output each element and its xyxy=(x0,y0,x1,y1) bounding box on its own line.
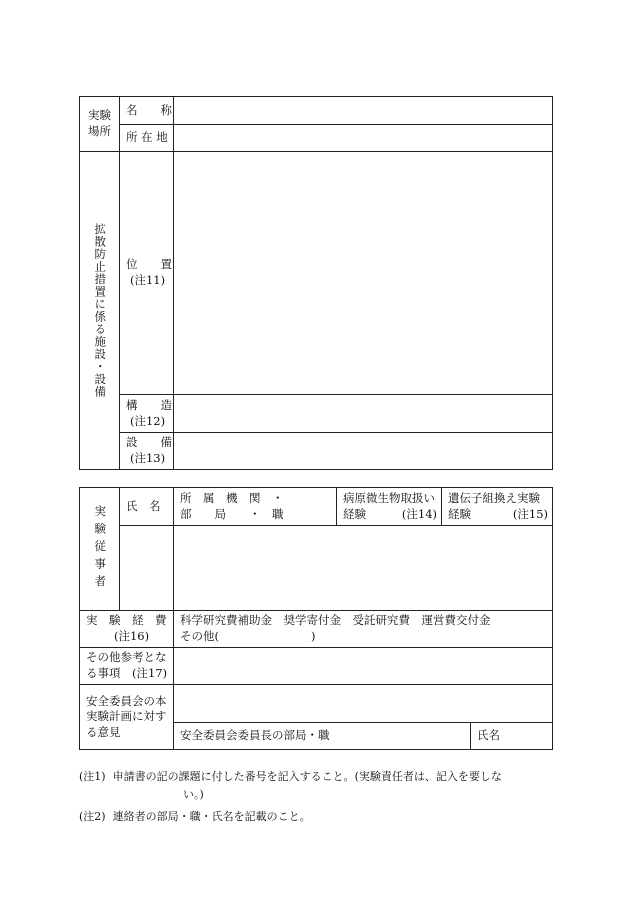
cost-label-cell xyxy=(80,611,174,648)
facility-label: 拡散防止措置に係る施設・設備 xyxy=(93,223,108,398)
chair-label: 安全委員会委員長の部局・職 xyxy=(180,728,330,743)
location-label-cell xyxy=(120,125,174,152)
recomb-note: (注15) xyxy=(512,506,548,521)
opinion-label-cell xyxy=(80,685,174,750)
equipment-label-cell xyxy=(120,433,174,470)
site-label: 実験 場所 xyxy=(88,108,111,138)
chair-name-label: 氏名 xyxy=(477,728,500,743)
staff-name-label-cell xyxy=(120,488,174,526)
ref-label-cell xyxy=(80,648,174,685)
equipment-label: 設 備 xyxy=(126,435,172,450)
recomb-label-cell xyxy=(442,488,553,526)
staff-label: 実験従事者 xyxy=(93,505,108,593)
location-field[interactable] xyxy=(174,125,553,152)
affiliation-label-2: 部 局 ・ 職 xyxy=(180,506,284,521)
position-label-cell xyxy=(120,152,174,395)
opinion-field[interactable] xyxy=(174,685,553,723)
opinion-label: 安全委員会の本実験計画に対する意見 xyxy=(86,693,167,739)
cost-label: 実 験 経 費 xyxy=(86,613,167,628)
equipment-field[interactable] xyxy=(174,433,553,470)
note1-continuation: い。) xyxy=(183,787,204,801)
staff-name-field[interactable] xyxy=(120,526,174,611)
staff-label-cell xyxy=(80,488,120,611)
experiment-site-table xyxy=(79,96,553,470)
structure-field[interactable] xyxy=(174,395,553,433)
ref-label: その他参考となる事項 (注17) xyxy=(86,650,168,680)
footnote-1 xyxy=(79,768,559,803)
note2-text: 連絡者の部局・職・氏名を記載のこと。 xyxy=(112,810,311,823)
pathogen-label-1: 病原微生物取扱い xyxy=(343,490,435,505)
name-label-cell xyxy=(120,97,174,125)
ref-field[interactable] xyxy=(174,648,553,685)
location-label: 所 在 地 xyxy=(126,130,168,145)
position-note: (注11) xyxy=(130,273,166,287)
facility-label-cell xyxy=(80,152,120,470)
name-field[interactable] xyxy=(174,97,553,125)
staff-name-label: 氏 名 xyxy=(126,498,161,513)
position-label: 位 置 xyxy=(126,257,172,272)
note1-text: 申請書の記の課題に付した番号を記入すること。(実験責任者は、記入を要しな xyxy=(112,770,502,783)
pathogen-label-2: 経験 xyxy=(343,506,366,521)
recomb-label-2: 経験 xyxy=(448,506,471,521)
structure-label-cell xyxy=(120,395,174,433)
cost-options-cell[interactable] xyxy=(174,611,553,648)
experiment-staff-table xyxy=(79,487,553,750)
position-field[interactable] xyxy=(174,152,553,395)
staff-details-field[interactable] xyxy=(174,526,553,611)
structure-label: 構 造 xyxy=(126,397,172,412)
cost-options: 科学研究費補助金 奨学寄付金 受託研究費 運営費交付金 xyxy=(180,613,491,628)
chair-name-cell[interactable] xyxy=(471,723,553,750)
pathogen-label-cell xyxy=(337,488,442,526)
structure-note: (注12) xyxy=(130,413,166,428)
note1-prefix: (注1) xyxy=(79,770,106,783)
equipment-note: (注13) xyxy=(130,451,166,465)
recomb-label-1: 遺伝子組換え実験 xyxy=(448,490,540,505)
pathogen-note: (注14) xyxy=(401,506,437,521)
cost-other: その他( ) xyxy=(180,629,316,643)
note2-prefix: (注2) xyxy=(79,810,106,823)
site-label-cell xyxy=(80,97,120,152)
cost-note: (注16) xyxy=(114,629,150,643)
chair-label-cell[interactable] xyxy=(174,723,471,750)
affiliation-label-1: 所 属 機 関 ・ xyxy=(180,490,284,505)
affiliation-label-cell xyxy=(174,488,337,526)
footnote-2 xyxy=(79,808,559,826)
name-label: 名 称 xyxy=(126,102,172,117)
